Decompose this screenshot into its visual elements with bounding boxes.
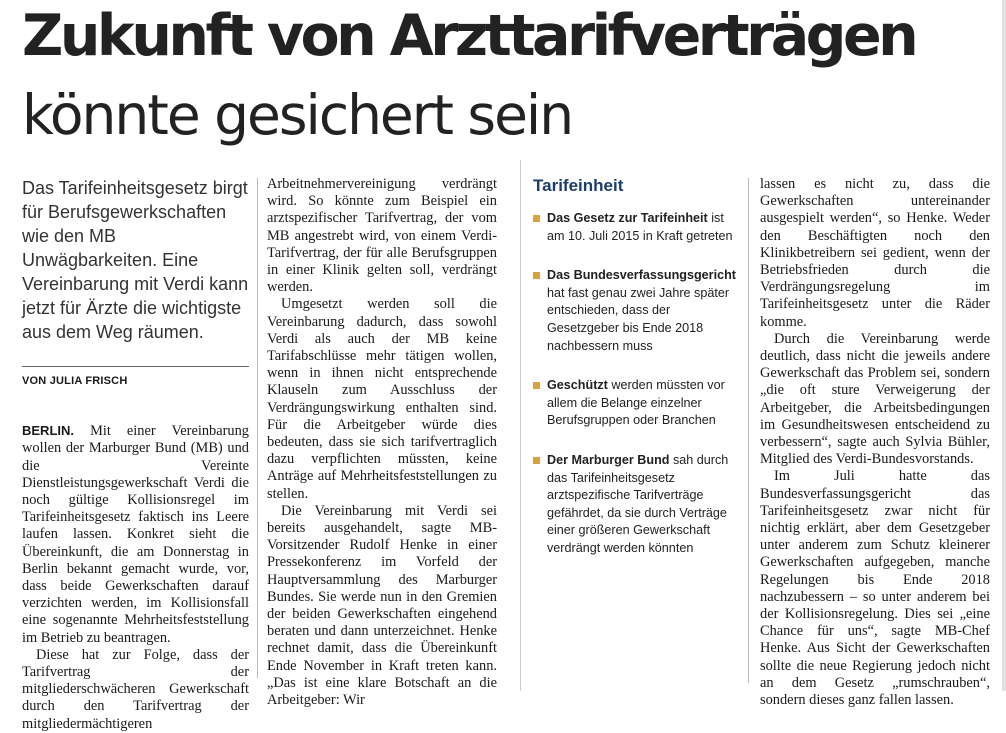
paragraph: Arbeitnehmervereinigung verdrängt wird. So könnte zum Beispiel ein arztspezifischer Tarifvertrag, der vom MB angestrebt wird, von einem Verdi-Tarifvertrag, der für alle Berufsgruppen in einer Klinik gelten soll, verdrängt werden.: [267, 176, 497, 296]
article-column-2: [267, 176, 497, 709]
paragraph: lassen es nicht zu, dass die Gewerkschaften untereinander ausgespielt werden“, so Henke. Weder den Beschäftigten noch den Klinikbetreibern sei gedient, wenn der Betriebsfrieden durch die Verdrängungsregelung im Tarifeinheitsgesetz unter die Räder komme.: [760, 176, 990, 330]
bullet-square-icon: [533, 272, 540, 279]
fact-text: werden müssten vor allem die Belange einzelner Berufsgruppen oder Branchen: [547, 378, 725, 428]
article-column-4: [760, 176, 990, 709]
paragraph-text: Mit einer Vereinbarung wollen der Marburger Bund (MB) und die Vereinte Dienstleistungsgewerkschaft Verdi die noch gültige Kollisionsregel im Tarifeinheitsgesetz faktisch ins Leere laufen lassen. Konkret sieht die Übereinkunft, die am Donnerstag in Berlin bekannt gemacht wurde, vor, dass beide Gewerkschaften darauf verzichten werden, im Kollisionsfall eine sogenannte Mehrheitsfeststellung im Betrieb zu beantragen.: [22, 423, 249, 646]
fact-text: sah durch das Tarifeinheitsgesetz arztspezifische Tarifverträge gefährdet, da sie durch Verträge einer größeren Gewerkschaft verdrängt werden könnten: [547, 452, 729, 555]
paragraph: Diese hat zur Folge, dass der Tarifvertrag der mitgliederschwächeren Gewerkschaft durch den Tarifvertrag der mitgliedermächtigeren: [22, 646, 249, 732]
page-edge: [1002, 0, 1006, 691]
fact-text: hat fast genau zwei Jahre später entschieden, dass der Gesetzgeber bis Ende 2018 nachbessern muss: [547, 285, 730, 353]
info-fact: [533, 377, 740, 430]
info-fact: [533, 452, 740, 558]
column-rule: [257, 178, 258, 678]
bullet-square-icon: [533, 457, 540, 464]
fact-lead: Geschützt: [547, 378, 608, 393]
column-rule: [748, 178, 749, 683]
info-fact: [533, 267, 740, 355]
byline: VON JULIA FRISCH: [22, 375, 128, 387]
info-box-title: Tarifeinheit: [533, 176, 624, 195]
headline-line-2: könnte gesichert sein: [22, 83, 573, 147]
paragraph: Im Juli hatte das Bundesverfassungsgericht das Tarifeinheitsgesetz zwar nicht für nichtig erklärt, aber dem Gesetzgeber unter anderem zum Schutz kleinerer Gewerkschaften aufgegeben, manche Regelungen bis Ende 2018 nachzubessern – so unter anderem bei der Kollisionsregelung. Dies sei „eine Chance für uns“, sagte MB-Chef Henke. Aus Sicht der Gewerkschaften sollte die neue Regierung jedoch nicht an dem Gesetz „rumschrauben“, sondern dieses ganz fallen lassen.: [760, 468, 990, 709]
paragraph: Durch die Vereinbarung werde deutlich, dass nicht die jeweils andere Gewerkschaft das Problem sei, sondern „die oft sture Verweigerung der Arbeitgeber, die Arbeitsbedingungen im Gesundheitswesen entscheidend zu verbessern“, sagte auch Sylvia Bühler, Mitglied des Verdi-Bundesvorstands.: [760, 330, 990, 468]
teaser: Das Tarifeinheitsgesetz birgt für Berufsgewerkschaften wie den MB Unwägbarkeiten. Eine Vereinbarung mit Verdi kann jetzt für Ärzte die wichtigste aus dem Weg räumen.: [22, 178, 249, 342]
fact-lead: Das Gesetz zur Tarifeinheit: [547, 211, 708, 225]
bullet-square-icon: [533, 382, 540, 389]
info-fact: [533, 210, 740, 245]
info-box: [520, 160, 740, 691]
headline-line-1: Zukunft von Arzttarifverträgen: [22, 3, 916, 69]
fact-lead: Das Bundesverfassungsgericht: [547, 268, 736, 283]
fact-lead: Der Marburger Bund: [547, 452, 670, 467]
article-column-1: [22, 176, 249, 733]
paragraph: Umgesetzt werden soll die Vereinbarung dadurch, dass sowohl Verdi als auch der MB keine Tarifabschlüsse mehr tätigen wollen, wenn in ihnen nicht entsprechende Klauseln zum Ausschluss der Verdrängungswirkung enthalten sind. Für die Arbeitgeber würde dies bedeuten, dass sie sich tarifvertraglich dazu verpflichten müssten, keine Anträge auf Mehrheitsfeststellungen zu stellen.: [267, 296, 497, 502]
byline-separator: [22, 366, 249, 367]
bullet-square-icon: [533, 215, 540, 222]
fact-text: ist am 10. Juli 2015 in Kraft getreten: [547, 211, 733, 243]
paragraph: Die Vereinbarung mit Verdi sei bereits ausgehandelt, sagte MB-Vorsitzender Rudolf Henke in einer Pressekonferenz im Vorfeld der Hauptversammlung des Marburger Bundes. Sie werde nun in den Gremien der beiden Gewerkschaften eingehend beraten und dann unterzeichnet. Henke rechnet damit, dass die Übereinkunft Ende November in Kraft treten kann. „Das ist eine klare Botschaft an die Arbeitgeber: Wir: [267, 502, 497, 709]
dateline: BERLIN.: [22, 423, 74, 439]
paragraph: [22, 422, 249, 647]
